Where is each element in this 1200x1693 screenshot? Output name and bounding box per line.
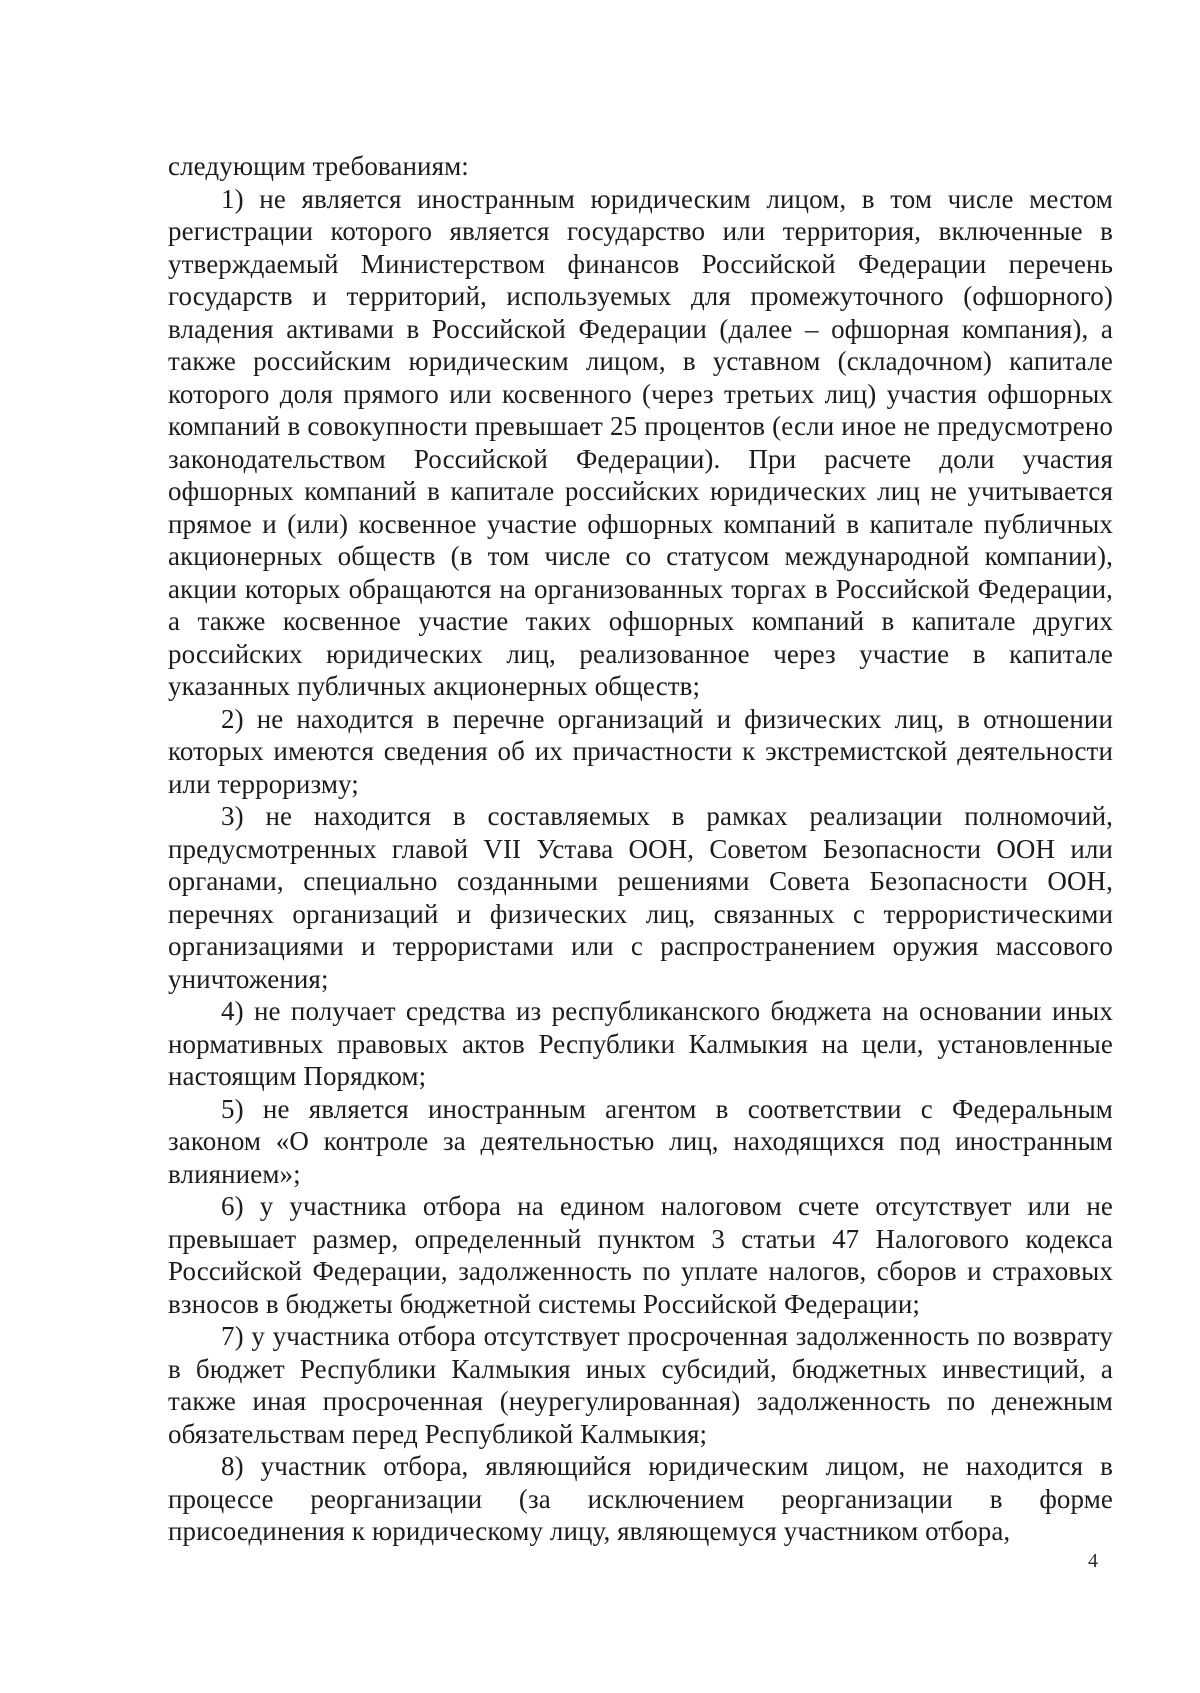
paragraph-item-3: 3) не находится в составляемых в рамках реализации полномочий, предусмотренных главой VII Устава ООН, Советом Безопасности ООН или органами, специально созданными решениями Совета Безопасности ООН, перечнях организаций и физических лиц, связанных с террористическими организациями и террористами или с распространением оружия массового уничтожения; bbox=[168, 801, 1113, 994]
paragraph-item-1: 1) не является иностранным юридическим лицом, в том числе местом регистрации которого является государство или территория, включенные в утверждаемый Министерством финансов Российской Федерации перечень государств и территорий, используемых для промежуточного (офшорного) владения активами в Российской Федерации (далее – офшорная компания), а также российским юридическим лицом, в уставном (складочном) капитале которого доля прямого или косвенного (через третьих лиц) участия офшорных компаний в совокупности превышает 25 процентов (если иное не предусмотрено законодательством Российской Федерации). При расчете доли участия офшорных компаний в капитале российских юридических лиц не учитывается прямое и (или) косвенное участие офшорных компаний в капитале публичных акционерных обществ (в том числе со статусом международной компании), акции которых обращаются на организованных торгах в Российской Федерации, а также косвенное участие таких офшорных компаний в капитале других российских юридических лиц, реализованное через участие в капитале указанных публичных акционерных обществ; bbox=[168, 183, 1113, 701]
paragraph-item-6: 6) у участника отбора на едином налоговом счете отсутствует или не превышает размер, определенный пунктом 3 статьи 47 Налогового кодекса Российской Федерации, задолженность по уплате налогов, сборов и страховых взносов в бюджеты бюджетной системы Российской Федерации; bbox=[168, 1191, 1113, 1319]
paragraph-continuation: следующим требованиям: bbox=[168, 151, 469, 181]
document-body bbox=[168, 150, 1113, 1548]
paragraph-item-2: 2) не находится в перечне организаций и физических лиц, в отношении которых имеются сведения об их причастности к экстремистской деятельности или терроризму; bbox=[168, 703, 1113, 799]
paragraph-item-8: 8) участник отбора, являющийся юридическим лицом, не находится в процессе реорганизации (за исключением реорганизации в форме присоединения к юридическому лицу, являющемуся участником отбора, bbox=[168, 1451, 1113, 1546]
paragraph-item-7: 7) у участника отбора отсутствует просроченная задолженность по возврату в бюджет Республики Калмыкия иных субсидий, бюджетных инвестиций, а также иная просроченная (неурегулированная) задолженность по денежным обязательствам перед Республикой Калмыкия; bbox=[168, 1321, 1113, 1449]
paragraph-item-4: 4) не получает средства из республиканского бюджета на основании иных нормативных правовых актов Республики Калмыкия на цели, установленные настоящим Порядком; bbox=[168, 996, 1113, 1091]
paragraph-item-5: 5) не является иностранным агентом в соответствии с Федеральным законом «О контроле за деятельностью лиц, находящихся под иностранным влиянием»; bbox=[168, 1093, 1113, 1189]
page-number: 4 bbox=[1088, 1550, 1098, 1572]
